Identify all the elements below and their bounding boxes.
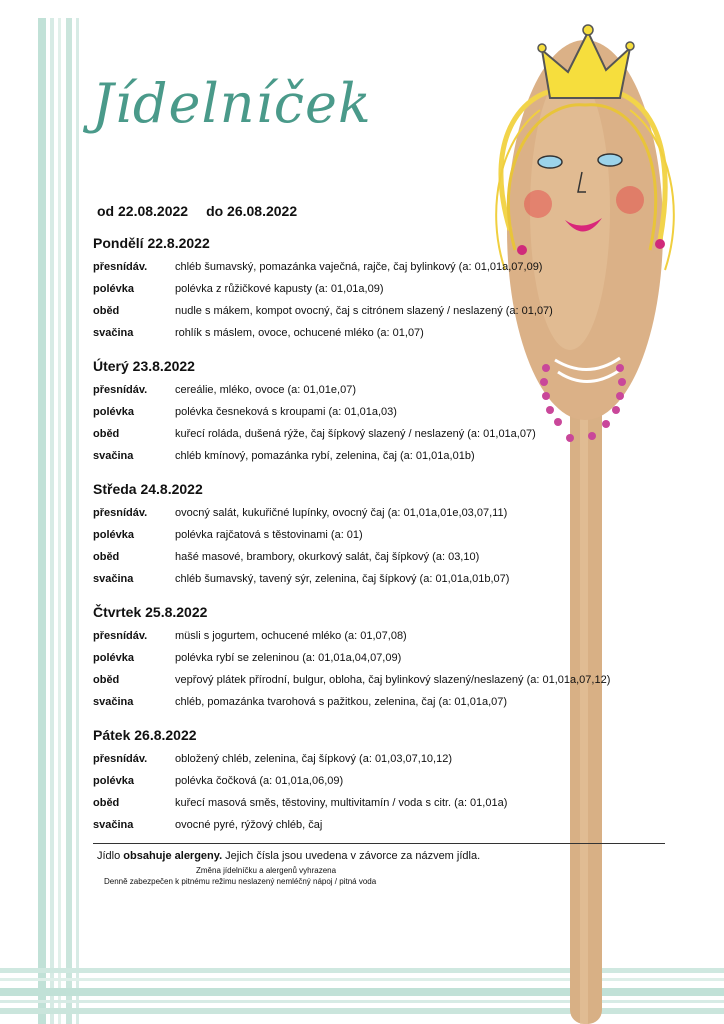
meal-label: přesnídáv. — [93, 384, 148, 396]
allergen-note-prefix: Jídlo — [97, 850, 124, 862]
meal-label: přesnídáv. — [93, 630, 148, 642]
meal-text: rohlík s máslem, ovoce, ochucené mléko (a: 01,07) — [175, 327, 424, 339]
meal-text: chléb šumavský, tavený sýr, zelenina, čaj šípkový (a: 01,01a,01b,07) — [175, 573, 510, 585]
meal-row — [93, 260, 693, 282]
meal-text: polévka z růžičkové kapusty (a: 01,01a,09) — [175, 283, 384, 295]
allergen-note-suffix: Jejich čísla jsou uvedena v závorce za názvem jídla. — [222, 850, 481, 862]
meal-row — [93, 752, 693, 774]
meal-label: přesnídáv. — [93, 507, 148, 519]
meal-text: chléb šumavský, pomazánka vaječná, rajče, čaj bylinkový (a: 01,01a,07,09) — [175, 261, 543, 273]
meal-row — [93, 304, 693, 326]
date-to: do 26.08.2022 — [206, 203, 298, 219]
meal-row — [93, 383, 693, 405]
day-heading: Pátek 26.8.2022 — [93, 727, 197, 743]
day-heading: Čtvrtek 25.8.2022 — [93, 604, 208, 620]
meal-text: chléb, pomazánka tvarohová s pažitkou, zelenina, čaj (a: 01,01a,07) — [175, 696, 508, 708]
page-title: Jídelníček — [92, 72, 372, 135]
date-from: od 22.08.2022 — [97, 203, 189, 219]
day-friday — [93, 727, 693, 840]
change-note: Změna jídelníčku a alergenů vyhrazena — [196, 866, 337, 875]
day-wednesday — [93, 481, 693, 594]
meal-label: polévka — [93, 406, 134, 418]
meal-text: kuřecí roláda, dušená rýže, čaj šípkový slazený / neslazený (a: 01,01a,07) — [175, 428, 536, 440]
meal-row — [93, 695, 693, 717]
meal-text: ovocné pyré, rýžový chléb, čaj — [175, 819, 323, 831]
meal-text: polévka rybí se zeleninou (a: 01,01a,04,07,09) — [175, 652, 402, 664]
meal-text: kuřecí masová směs, těstoviny, multivitamín / voda s citr. (a: 01,01a) — [175, 797, 508, 809]
divider — [93, 843, 665, 844]
meal-text: vepřový plátek přírodní, bulgur, obloha, čaj bylinkový slazený/neslazený (a: 01,01a,07,12) — [175, 674, 611, 686]
meal-text: polévka čočková (a: 01,01a,06,09) — [175, 775, 344, 787]
meal-text: polévka rajčatová s těstovinami (a: 01) — [175, 529, 363, 541]
meal-row — [93, 673, 693, 695]
meal-label: oběd — [93, 797, 120, 809]
meal-row — [93, 572, 693, 594]
meal-row — [93, 282, 693, 304]
meal-label: svačina — [93, 573, 134, 585]
meal-label: oběd — [93, 305, 120, 317]
allergen-note — [97, 850, 480, 862]
meal-row — [93, 528, 693, 550]
meal-text: obložený chléb, zelenina, čaj šípkový (a: 01,03,07,10,12) — [175, 753, 453, 765]
meal-label: svačina — [93, 819, 134, 831]
day-monday — [93, 235, 693, 348]
meal-label: polévka — [93, 775, 134, 787]
day-tuesday — [93, 358, 693, 471]
meal-label: přesnídáv. — [93, 261, 148, 273]
day-heading: Úterý 23.8.2022 — [93, 358, 195, 374]
drink-note: Denně zabezpečen k pitnému režimu neslazený nemléčný nápoj / pitná voda — [104, 877, 377, 886]
meal-label: svačina — [93, 327, 134, 339]
meal-row — [93, 405, 693, 427]
meal-row — [93, 449, 693, 471]
meal-text: müsli s jogurtem, ochucené mléko (a: 01,07,08) — [175, 630, 407, 642]
meal-label: přesnídáv. — [93, 753, 148, 765]
day-thursday — [93, 604, 693, 717]
meal-row — [93, 796, 693, 818]
meal-text: cereálie, mléko, ovoce (a: 01,01e,07) — [175, 384, 356, 396]
day-heading: Středa 24.8.2022 — [93, 481, 203, 497]
meal-row — [93, 506, 693, 528]
date-range — [97, 203, 297, 219]
meal-text: polévka česneková s kroupami (a: 01,01a,03) — [175, 406, 397, 418]
day-heading: Pondělí 22.8.2022 — [93, 235, 210, 251]
weekly-menu — [93, 235, 693, 840]
meal-text: ovocný salát, kukuřičné lupínky, ovocný čaj (a: 01,01a,01e,03,07,11) — [175, 507, 508, 519]
meal-row — [93, 326, 693, 348]
meal-text: chléb kmínový, pomazánka rybí, zelenina, čaj (a: 01,01a,01b) — [175, 450, 475, 462]
meal-label: svačina — [93, 450, 134, 462]
meal-text: hašé masové, brambory, okurkový salát, čaj šípkový (a: 03,10) — [175, 551, 480, 563]
meal-row — [93, 629, 693, 651]
meal-label: polévka — [93, 283, 134, 295]
meal-text: nudle s mákem, kompot ovocný, čaj s citrónem slazený / neslazený (a: 01,07) — [175, 305, 553, 317]
meal-label: oběd — [93, 551, 120, 563]
allergen-note-bold: obsahuje alergeny. — [123, 850, 223, 862]
meal-row — [93, 774, 693, 796]
meal-row — [93, 550, 693, 572]
meal-label: svačina — [93, 696, 134, 708]
meal-label: oběd — [93, 428, 120, 440]
meal-row — [93, 427, 693, 449]
meal-row — [93, 818, 693, 840]
meal-label: polévka — [93, 529, 134, 541]
meal-row — [93, 651, 693, 673]
meal-label: polévka — [93, 652, 134, 664]
meal-label: oběd — [93, 674, 120, 686]
